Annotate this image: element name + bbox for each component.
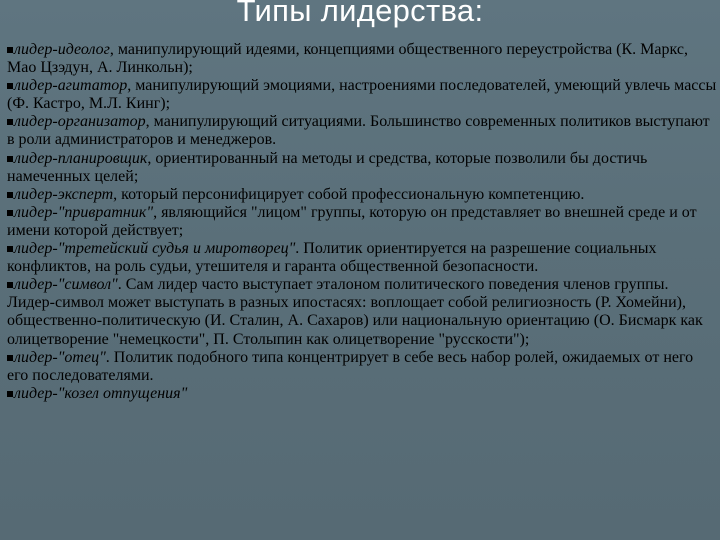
square-bullet-icon: [7, 391, 13, 397]
item-text: . Сам лидер часто выступает эталоном политического поведения членов группы. Лидер-символ может выступать в разных ипостасях: воплощает собой религиозность (Р. Хомейни), общественно-политическую (И. Сталин, А. Сахаров) или национальную ориентацию (О. Бисмарк как олицетворение "немецкости", П. Столыпин как олицетворение "русскости");: [7, 276, 703, 348]
item-term: лидер-эксперт: [14, 185, 114, 203]
item-text: . Политик подобного типа концентрирует в себе весь набор ролей, ожидаемых от него его последователями.: [7, 348, 694, 384]
square-bullet-icon: [7, 119, 13, 125]
item-text: . Политик ориентируется на разрешение социальных конфликтов, на роль судьи, утешителя и гаранта общественной безопасности.: [7, 240, 657, 276]
item-term: лидер-"третейский судья и миротворец": [14, 240, 296, 258]
item-text: , манипулирующий ситуациями. Большинство современных политиков выступают в роли администраторов и менеджеров.: [7, 113, 710, 149]
list-item: [7, 349, 717, 385]
item-term: лидер-организатор: [14, 113, 146, 131]
square-bullet-icon: [7, 192, 13, 198]
list-item: [7, 204, 717, 240]
list-item: [7, 77, 717, 113]
square-bullet-icon: [7, 355, 13, 361]
list-item: [7, 276, 717, 348]
square-bullet-icon: [7, 282, 13, 288]
item-term: лидер-"символ": [14, 276, 118, 294]
item-text: , являющийся "лицом" группы, которую он представляет во внешней среде и от имени которой действует;: [7, 203, 697, 239]
list-item: [7, 150, 717, 186]
square-bullet-icon: [7, 246, 13, 252]
list-item: [7, 113, 717, 149]
item-text: , манипулирующий идеями, концепциями общественного переустройства (К. Маркс, Мао Цзэдун, А. Линкольн);: [7, 41, 688, 77]
square-bullet-icon: [7, 156, 13, 162]
item-term: лидер-"отец": [14, 348, 106, 366]
list-item: [7, 385, 717, 403]
square-bullet-icon: [7, 83, 13, 89]
item-term: лидер-"привратник": [14, 203, 154, 221]
item-term: лидер-планировщик: [14, 149, 148, 167]
slide-title: Типы лидерства:: [236, 0, 484, 28]
item-text: , который персонифицирует собой профессиональную компетенцию.: [113, 185, 585, 203]
item-term: лидер-идеолог: [14, 41, 110, 58]
square-bullet-icon: [7, 210, 13, 216]
item-term: лидер-агитатор: [14, 77, 128, 95]
square-bullet-icon: [7, 47, 13, 53]
leadership-types-list: [7, 41, 717, 403]
item-text: , манипулирующий эмоциями, настроениями последователей, умеющий увлечь массы (Ф. Кастро, М.Л. Кинг);: [7, 77, 717, 113]
item-term: лидер-"козел отпущения": [14, 384, 188, 402]
item-text: , ориентированный на методы и средства, которые позволили бы достичь намеченных целей;: [7, 149, 648, 185]
list-item: [7, 240, 717, 276]
list-item: [7, 186, 717, 204]
list-item: [7, 41, 717, 77]
